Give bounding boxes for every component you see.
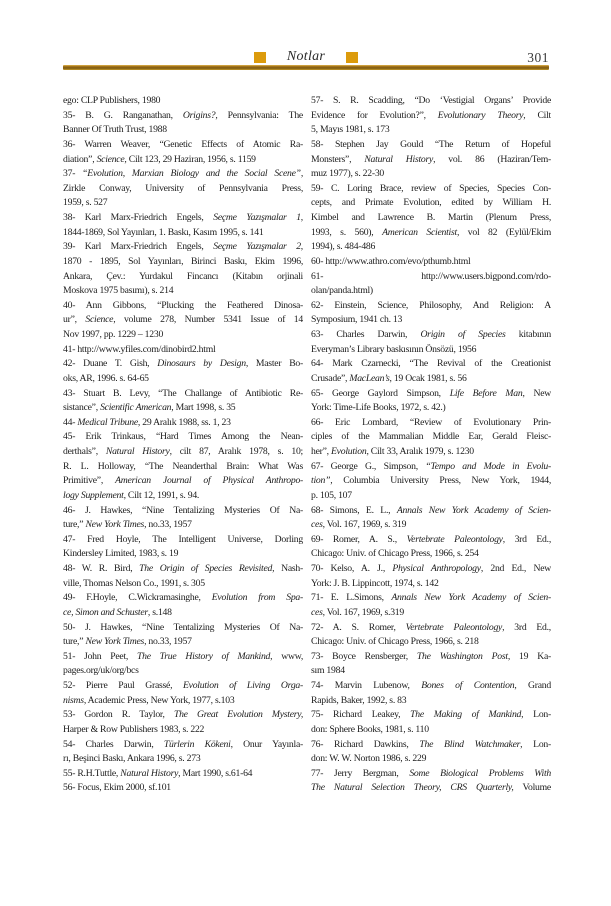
reference-line: The Natural Selection Theory, CRS Quarterly, Volume <box>311 782 551 794</box>
reference-line: 37- “Evolution, Marxian Biology and the Social Scene”, <box>63 168 303 180</box>
reference-line: oks, AR, 1996. s. 64-65 <box>63 372 149 384</box>
reference-line: 63- Charles Darwin, Origin of Species kitabının <box>311 329 551 340</box>
reference-line: 56- Focus, Ekim 2000, sf.101 <box>63 782 171 794</box>
reference-line: Kimbel and Lawrence B. Martin (Plenum Press, <box>311 212 551 223</box>
reference-line: 71- E. L.Simons, Annals New York Academy of Scien- <box>311 592 551 604</box>
reference-line: 39- Karl Marx-Friedrich Engels, Seçme Yazışmalar 2, <box>63 241 303 253</box>
reference-line: 60- http://www.athro.com/evo/pthumb.html <box>311 255 471 267</box>
reference-line: ces, Vol. 167, 1969, s. 319 <box>311 519 407 531</box>
reference-line: tion”, Columbia University Press, New York, 1944, <box>311 475 551 487</box>
reference-line: her”, Evolution, Cilt 33, Aralık 1979, s. 1230 <box>311 446 474 457</box>
reference-line: diation”, Science, Cilt 123, 29 Haziran, 1956, s. 1159 <box>63 153 256 165</box>
reference-line: ces, Vol. 167, 1969, s.319 <box>311 606 404 618</box>
reference-line: ur”, Science, volume 278, Number 5341 Issue of 14 <box>63 314 303 326</box>
reference-line: Kindersley Limited, 1983, s. 19 <box>63 548 179 560</box>
reference-line: p. 105, 107 <box>311 489 352 501</box>
reference-line: 49- F.Hoyle, C.Wickramasinghe, Evolution from Spa- <box>63 592 303 604</box>
reference-line: Zirkle Conway, University of Pennsylvania Press, <box>63 182 303 194</box>
reference-line: derthals”, Natural History, cilt 87, Aralık 1978, s. 10; <box>63 446 303 457</box>
reference-line: 41- http://www.yfiles.com/dinobird2.html <box>63 343 216 355</box>
header-center-group <box>63 49 549 65</box>
reference-line: don: W. W. Norton 1986, s. 229 <box>311 753 427 765</box>
reference-line: 65- George Gaylord Simpson, Life Before Man, New <box>311 387 551 399</box>
reference-line: 42- Duane T. Gish, Dinosaurs by Design, Master Bo- <box>63 358 303 370</box>
reference-line: 69- Romer, A. S., Vertebrate Paleontology, 3rd Ed., <box>311 533 551 545</box>
notes-column-left <box>63 94 303 796</box>
reference-line: 57- S. R. Scadding, “Do ‘Vestigial Organs’ Provide <box>311 95 551 106</box>
reference-line: pages.org/uk/org/bcs <box>63 665 139 677</box>
reference-line: 74- Marvin Lubenow, Bones of Contention, Grand <box>311 680 551 691</box>
reference-line: Chicago: Univ. of Chicago Press, 1966, s. 254 <box>311 548 479 560</box>
ornament-square-right-icon <box>346 52 358 63</box>
reference-line: R. L. Holloway, “The Neanderthal Brain: What Was <box>63 460 303 472</box>
reference-line: ture,” New York Times, no.33, 1957 <box>63 636 192 648</box>
reference-line: logy Supplement, Cilt 12, 1991, s. 94. <box>63 489 200 501</box>
reference-line: 48- W. R. Bird, The Origin of Species Revisited, Nash- <box>63 563 303 574</box>
reference-line: 36- Warren Weaver, “Genetic Effects of Atomic Ra- <box>63 138 303 150</box>
header-rule <box>63 65 549 70</box>
page-title: Notlar <box>286 49 326 64</box>
reference-line: 76- Richard Dawkins, The Blind Watchmaker, Lon- <box>311 738 551 750</box>
reference-line: 53- Gordon R. Taylor, The Great Evolution Mystery, <box>63 709 303 721</box>
reference-line: 75- Richard Leakey, The Making of Mankind, Lon- <box>311 709 551 721</box>
reference-line: Chicago: Univ. of Chicago Press, 1966, s. 218 <box>311 636 479 648</box>
reference-line: 73- Boyce Rensberger, The Washington Post, 19 Ka- <box>311 650 551 662</box>
reference-line: Everyman’s Library baskısının Önsözü, 1956 <box>311 343 477 355</box>
reference-line: rı, Beşinci Baskı, Ankara 1996, s. 273 <box>63 753 201 765</box>
reference-line: 1870 - 1895, Sol Yayınları, Birinci Baskı, Ekim 1996, <box>63 255 303 267</box>
reference-line: 55- R.H.Tuttle, Natural History, Mart 1990, s.61-64 <box>63 767 253 779</box>
reference-line: Harper & Row Publishers 1983, s. 222 <box>63 723 205 735</box>
reference-line: 54- Charles Darwin, Türlerin Kökeni, Onur Yayınla- <box>63 738 303 750</box>
reference-line: Nov 1997, pp. 1229 – 1230 <box>63 329 164 340</box>
reference-line: Rapids, Baker, 1992, s. 83 <box>311 694 407 706</box>
reference-line: 50- J. Hawkes, “Nine Tentalizing Mysteries Of Na- <box>63 621 303 633</box>
reference-line: ville, Thomas Nelson Co., 1991, s. 305 <box>63 577 205 589</box>
reference-line: Crusade”, MacLean’s, 19 Ocak 1981, s. 56 <box>311 372 467 384</box>
reference-line: ture,” New York Times, no.33, 1957 <box>63 519 192 531</box>
reference-line: Evidence for Evolution?”, Evolutionary Theory, Cilt <box>311 109 551 121</box>
reference-line: Ankara, Çev.: Yurdakul Fincancı (Kitabın orjinali <box>63 270 303 282</box>
reference-line: 38- Karl Marx-Friedrich Engels, Seçme Yazışmalar 1, <box>63 212 303 223</box>
reference-line: 44- Medical Tribune, 29 Aralık 1988, ss. 1, 23 <box>63 416 231 428</box>
reference-line: 52- Pierre Paul Grassé, Evolution of Living Orga- <box>63 680 303 691</box>
reference-line: Primitive”, American Journal of Physical Anthropo- <box>63 475 303 487</box>
reference-line: 70- Kelso, A. J., Physical Anthropology, 2nd Ed., New <box>311 563 551 574</box>
reference-line: 67- George G., Simpson, “Tempo and Mode in Evolu- <box>311 460 551 472</box>
reference-line: nisms, Academic Press, New York, 1977, s.103 <box>63 694 235 706</box>
reference-line: ego: CLP Publishers, 1980 <box>63 95 161 106</box>
reference-line: 77- Jerry Bergman, Some Biological Problems With <box>311 767 551 779</box>
reference-line: 68- Simons, E. L., Annals New York Academy of Scien- <box>311 504 551 516</box>
notes-column-right <box>311 94 551 796</box>
reference-line: 1993, s. 560), American Scientist, vol 82 (Eylül/Ekim <box>311 226 551 238</box>
reference-line: 64- Mark Czarnecki, “The Revival of the Creationist <box>311 358 551 370</box>
reference-line: 5, Mayıs 1981, s. 173 <box>311 124 390 136</box>
reference-line: 46- J. Hawkes, “Nine Tentalizing Mysteries Of Na- <box>63 504 303 516</box>
reference-line: cepts, and Primate Evolution, edited by William H. <box>311 197 551 209</box>
reference-line: York: J. B. Lippincott, 1974, s. 142 <box>311 577 439 589</box>
notes-columns <box>63 94 551 796</box>
reference-line: olan/panda.html) <box>311 285 373 297</box>
reference-line: Monsters”, Natural History, vol. 86 (Haziran/Tem- <box>311 153 551 165</box>
reference-line: Banner Of Truth Trust, 1988 <box>63 124 167 136</box>
ornament-square-left-icon <box>254 52 266 63</box>
page-number: 301 <box>527 50 549 65</box>
reference-line: 61- http://www.users.bigpond.com/rdo- <box>311 270 551 282</box>
reference-line: Symposium, 1941 ch. 13 <box>311 314 403 326</box>
reference-line: 1844-1869, Sol Yayınları, 1. Baskı, Kasım 1995, s. 141 <box>63 226 264 238</box>
reference-line: 58- Stephen Jay Gould “The Return of Hopeful <box>311 138 551 150</box>
reference-line: 47- Fred Hoyle, The Intelligent Universe, Dorling <box>63 533 303 545</box>
reference-line: sım 1984 <box>311 665 345 677</box>
reference-line: 72- A. S. Romer, Vertebrate Paleontology, 3rd Ed., <box>311 621 551 633</box>
reference-line: 62- Einstein, Science, Philosophy, And Religion: A <box>311 299 551 311</box>
reference-line: 66- Eric Lombard, “Review of Evolutionary Prin- <box>311 416 551 428</box>
reference-line: muz 1977), s. 22-30 <box>311 168 385 180</box>
reference-line: Moskova 1975 basımı), s. 214 <box>63 285 174 297</box>
reference-line: 40- Ann Gibbons, “Plucking the Feathered Dinosa- <box>63 299 303 311</box>
reference-line: 1994), s. 484-486 <box>311 241 376 253</box>
reference-line: 1959, s. 527 <box>63 197 108 209</box>
reference-line: sistance”, Scientific American, Mart 1998, s. 35 <box>63 402 236 414</box>
reference-line: 45- Erik Trinkaus, “Hard Times Among the Nean- <box>63 431 303 443</box>
reference-line: ce, Simon and Schuster, s.148 <box>63 606 172 618</box>
reference-line: York: Time-Life Books, 1972, s. 42.) <box>311 402 446 414</box>
reference-line: don: Sphere Books, 1981, s. 110 <box>311 723 429 735</box>
reference-line: 35- B. G. Ranganathan, Origins?, Pennsylvania: The <box>63 109 303 121</box>
reference-line: 51- John Peet, The True History of Mankind, www, <box>63 650 303 662</box>
reference-line: 59- C. Loring Brace, review of Species, Species Con- <box>311 182 551 194</box>
reference-line: 43- Stuart B. Levy, “The Challange of Antibiotic Re- <box>63 387 303 399</box>
reference-line: ciples of the Mammalian Middle Ear, Gerald Fleisc- <box>311 431 551 443</box>
